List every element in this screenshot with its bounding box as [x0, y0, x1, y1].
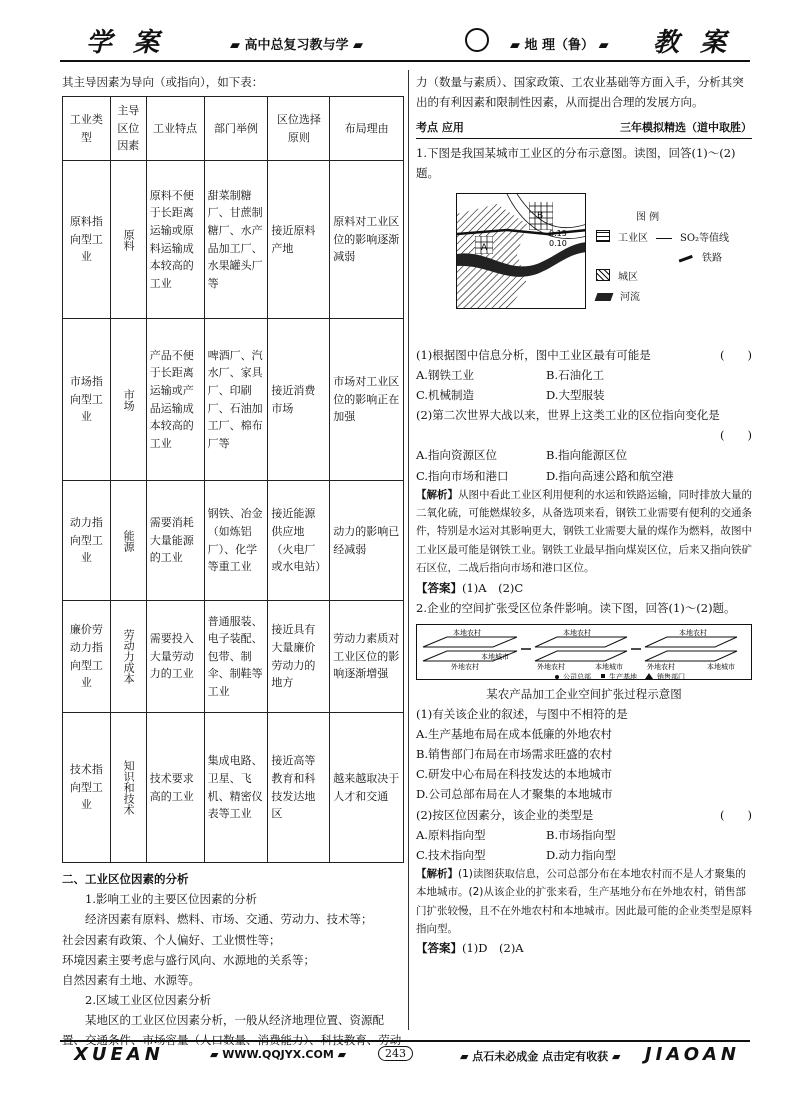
- map-legend: [596, 209, 746, 307]
- industry-location-table: [62, 96, 404, 863]
- legend-city: 城区: [618, 272, 638, 284]
- base-icon: [601, 674, 605, 678]
- table-cell: 原料指向型工业: [63, 161, 111, 319]
- flow-label: 外地农村: [451, 662, 479, 671]
- flow-label: 本地城市: [707, 662, 735, 671]
- paragraph: 社会因素有政策、个人偏好、工业惯性等；: [62, 932, 281, 947]
- question-1-1: (1)根据图中信息分析，图中工业区最有可能是 ( ): [416, 345, 752, 365]
- river-legend-icon: [595, 293, 614, 301]
- table-cell: [110, 481, 146, 601]
- options-row: [416, 385, 752, 405]
- footer-left-brand: XUEAN: [74, 1044, 164, 1065]
- question-2-2: (2)按区位因素分，该企业的类型是 ( ): [416, 805, 752, 825]
- legend-rail: 铁路: [702, 252, 722, 264]
- legend-title: 图 例: [636, 211, 660, 223]
- table-cell: 需要投入大量劳动力的工业: [146, 601, 204, 713]
- left-column: [62, 72, 404, 1050]
- option: C.研发中心布局在科技发达的本地城市: [416, 767, 613, 782]
- expansion-drawing: [417, 625, 751, 679]
- diagram-caption: 某农产品加工企业空间扩张过程示意图: [486, 686, 682, 701]
- table-cell: 钢铁、冶金（如炼铝厂）、化学等重工业: [204, 481, 268, 601]
- table-header: 区位选择原则: [268, 97, 330, 161]
- page-footer: [60, 1040, 750, 1076]
- map-drawing: [457, 194, 586, 309]
- table-cell: 技术指向型工业: [63, 713, 111, 863]
- table-cell: [110, 713, 146, 863]
- header-rule: [60, 60, 750, 62]
- table-cell: 原料不便于长距离运输或原料运输成本较高的工业: [146, 161, 204, 319]
- options-row: [416, 365, 752, 385]
- question-1-explanation: 【解析】从图中看此工业区利用便利的水运和铁路运输，同时排放大量的二氧化硫，可能燃煤较多，从备选项来看，钢铁工业需要有便利的交通条件，特别是水运对其影响更大，钢铁工业需要大量的煤作为燃料，故图中工业区最可能是钢铁工业。钢铁工业最早指向煤炭区位，后来又指向铁矿石区位，二战后指向市场和港口区位。: [416, 488, 752, 575]
- flow-label: 本地农村: [679, 628, 707, 637]
- table-cell: 接近消费市场: [268, 319, 330, 481]
- footer-url: ▰ WWW.QQJYX.COM ▰: [210, 1048, 347, 1061]
- options-row: [416, 445, 752, 465]
- question-1-stem: 1.下图是我国某城市工业区的分布示意图。读图，回答(1)～(2)题。: [416, 145, 736, 180]
- table-cell: 需要消耗大量能源的工业: [146, 481, 204, 601]
- table-cell: 劳动力素质对工业区位的影响逐渐增强: [330, 601, 404, 713]
- header-series: ▰ 高中总复习教与学 ▰: [230, 38, 364, 53]
- kaodian-label: 考点 应用: [416, 121, 464, 135]
- table-cell-text: 能源: [122, 529, 136, 552]
- table-cell: 产品不便于长距离运输或产品运输成本较高的工业: [146, 319, 204, 481]
- paragraph: 自然因素有土地、水源等。: [62, 972, 200, 987]
- option: B.市场指向型: [546, 827, 616, 842]
- paragraph-continued: 力（数量与素质）、国家政策、工农业基础等方面入手，分析其突出的有利因素和限制性因素，从而提出合理的发展方向。: [416, 75, 744, 110]
- table-cell: 啤酒厂、汽水厂、家具厂、印刷厂、石油加工厂、棉布厂等: [204, 319, 268, 481]
- table-row: [63, 481, 404, 601]
- table-cell-text: 市场: [122, 388, 136, 411]
- question-2-explanation: 【解析】(1)读图获取信息，公司总部分布在本地农村而不是人才聚集的本地城市。(2)从该企业的扩张来看，生产基地分布在外地农村，销售部门扩张较慢，且不在外地农村和本地城市。因此最可能的企业类型是原料指向型。: [416, 867, 752, 935]
- table-header: 布局理由: [330, 97, 404, 161]
- flow-label: 外地农村: [537, 662, 565, 671]
- options-row: [416, 825, 752, 845]
- publisher-logo-icon: [465, 28, 489, 52]
- question-1-2: (2)第二次世界大战以来，世界上这类工业的区位指向变化是: [416, 408, 720, 423]
- footer-rule: [60, 1040, 750, 1042]
- paragraph: 经济因素有原料、燃料、市场、交通、劳动力、技术等；: [85, 912, 373, 927]
- option: D.大型服装: [546, 388, 605, 402]
- map-label-b: B: [537, 210, 544, 221]
- option: B.石油化工: [546, 367, 605, 382]
- option: C.机械制造: [416, 388, 475, 402]
- option: A.指向资源区位: [416, 448, 497, 463]
- table-cell: 接近高等教育和科技发达地区: [268, 713, 330, 863]
- table-cell: 市场对工业区位的影响正在加强: [330, 319, 404, 481]
- isoline-legend-icon: [656, 238, 672, 248]
- answer-blank: ( ): [720, 428, 752, 443]
- table-cell: 廉价劳动力指向型工业: [63, 601, 111, 713]
- table-header-row: [63, 97, 404, 161]
- option: D.指向高速公路和航空港: [546, 468, 674, 483]
- question-2-1: (1)有关该企业的叙述，与图中不相符的是: [416, 706, 628, 721]
- paragraph: 环境因素主要考虑与盛行风向、水源地的关系等；: [62, 952, 315, 967]
- table-cell: [110, 319, 146, 481]
- header-left-brand: 学 案: [86, 28, 166, 58]
- legend-river: 河流: [620, 291, 640, 303]
- table-cell: 接近能源供应地（火电厂或水电站）: [268, 481, 330, 601]
- map-frame: [456, 193, 586, 309]
- header-subject: ▰ 地 理（鲁） ▰: [510, 38, 609, 53]
- table-intro: 其主导因素为导向（或指向），如下表：: [62, 75, 264, 89]
- table-cell: 普通服装、电子装配、包带、制伞、制鞋等工业: [204, 601, 268, 713]
- header-right-brand: 教 案: [652, 28, 732, 58]
- answer-blank: ( ): [720, 347, 752, 362]
- table-header: 工业特点: [146, 97, 204, 161]
- table-cell: [110, 601, 146, 713]
- option: A.钢铁工业: [416, 367, 474, 382]
- options-row: [416, 845, 752, 865]
- city-legend-icon: [596, 269, 610, 281]
- table-row: [63, 319, 404, 481]
- isoline-value: 0.15: [549, 228, 567, 238]
- right-column: [416, 72, 752, 959]
- table-row: [63, 713, 404, 863]
- table-cell: 集成电路、卫星、飞机、精密仪表等工业: [204, 713, 268, 863]
- option: D.动力指向型: [546, 847, 616, 862]
- flow-key: 销售部门: [657, 672, 685, 679]
- section-title: 二、工业区位因素的分析: [62, 872, 189, 887]
- table-cell: 动力的影响已经减弱: [330, 481, 404, 601]
- table-cell-text: 劳动力成本: [122, 629, 136, 685]
- option: B.销售部门布局在市场需求旺盛的农村: [416, 747, 613, 762]
- table-cell: 原料对工业区位的影响逐渐减弱: [330, 161, 404, 319]
- option: D.公司总部布局在人才聚集的本地城市: [416, 787, 613, 802]
- legend-so2: SO₂等值线: [680, 233, 730, 245]
- flow-label: 本地城市: [481, 652, 509, 661]
- flow-label: 本地农村: [453, 628, 481, 637]
- flow-label: 本地农村: [563, 628, 591, 637]
- page-number: 243: [378, 1046, 413, 1061]
- answer-blank: ( ): [720, 807, 752, 822]
- table-cell-text: 知识和技术: [122, 760, 136, 816]
- table-cell: [110, 161, 146, 319]
- table-header: 主导区位因素: [110, 97, 146, 161]
- kaodian-banner: [416, 118, 752, 138]
- table-header: 部门举例: [204, 97, 268, 161]
- hq-icon: [555, 675, 559, 679]
- option: C.技术指向型: [416, 847, 486, 862]
- paragraph: 2.区域工业区位因素分析: [85, 992, 211, 1007]
- table-header: 工业类型: [63, 97, 111, 161]
- table-row: [63, 601, 404, 713]
- question-1-answer: 【答案】(1)A (2)C: [416, 580, 524, 595]
- industrial-zone-map: [416, 189, 752, 339]
- flow-key: 公司总部: [563, 672, 591, 679]
- table-cell: 甜菜制糖厂、甘蔗制糖厂、水产品加工厂、水果罐头厂等: [204, 161, 268, 319]
- question-2-answer: 【答案】(1)D (2)A: [416, 941, 524, 956]
- table-row: [63, 161, 404, 319]
- paragraph: 1.影响工业的主要区位因素的分析: [85, 892, 257, 907]
- column-divider: [408, 70, 409, 1030]
- question-2-stem: 2.企业的空间扩张受区位条件影响。读下图，回答(1)～(2)题。: [416, 600, 736, 615]
- kaodian-subtitle: 三年模拟精选（道中取胜）: [620, 121, 752, 135]
- page-header: [60, 22, 750, 66]
- table-cell: 接近具有大量廉价劳动力的地方: [268, 601, 330, 713]
- flow-label: 外地农村: [647, 662, 675, 671]
- flow-label: 本地城市: [595, 662, 623, 671]
- footer-slogan: ▰ 点石未必成金 点击定有收获 ▰: [460, 1050, 621, 1063]
- option: B.指向能源区位: [546, 448, 628, 463]
- table-cell: 技术要求高的工业: [146, 713, 204, 863]
- map-label-a: A: [481, 242, 488, 253]
- footer-right-brand: JIAOAN: [644, 1044, 740, 1065]
- flow-key: 生产基地: [609, 672, 637, 679]
- options-row: [416, 466, 752, 486]
- option: A.生产基地布局在成本低廉的外地农村: [416, 727, 612, 741]
- isoline-value: 0.10: [549, 238, 567, 248]
- table-cell: 接近原料产地: [268, 161, 330, 319]
- option: C.指向市场和港口: [416, 468, 509, 483]
- table-cell: 动力指向型工业: [63, 481, 111, 601]
- sales-icon: [645, 673, 653, 679]
- table-cell-text: 原料: [122, 228, 136, 251]
- railway-legend-icon: [679, 255, 696, 270]
- table-cell: 市场指向型工业: [63, 319, 111, 481]
- legend-industry: 工业区: [618, 233, 648, 245]
- paragraph: 某地区的工业区位因素分析，一般从经济地理位置、资源配置、交通条件、市场容量（人口数量、消费能力）、科技教育、劳动: [62, 1013, 402, 1048]
- enterprise-expansion-diagram: [416, 624, 752, 680]
- industry-legend-icon: [596, 230, 610, 242]
- table-cell: 越来越取决于人才和交通: [330, 713, 404, 863]
- option: A.原料指向型: [416, 827, 486, 842]
